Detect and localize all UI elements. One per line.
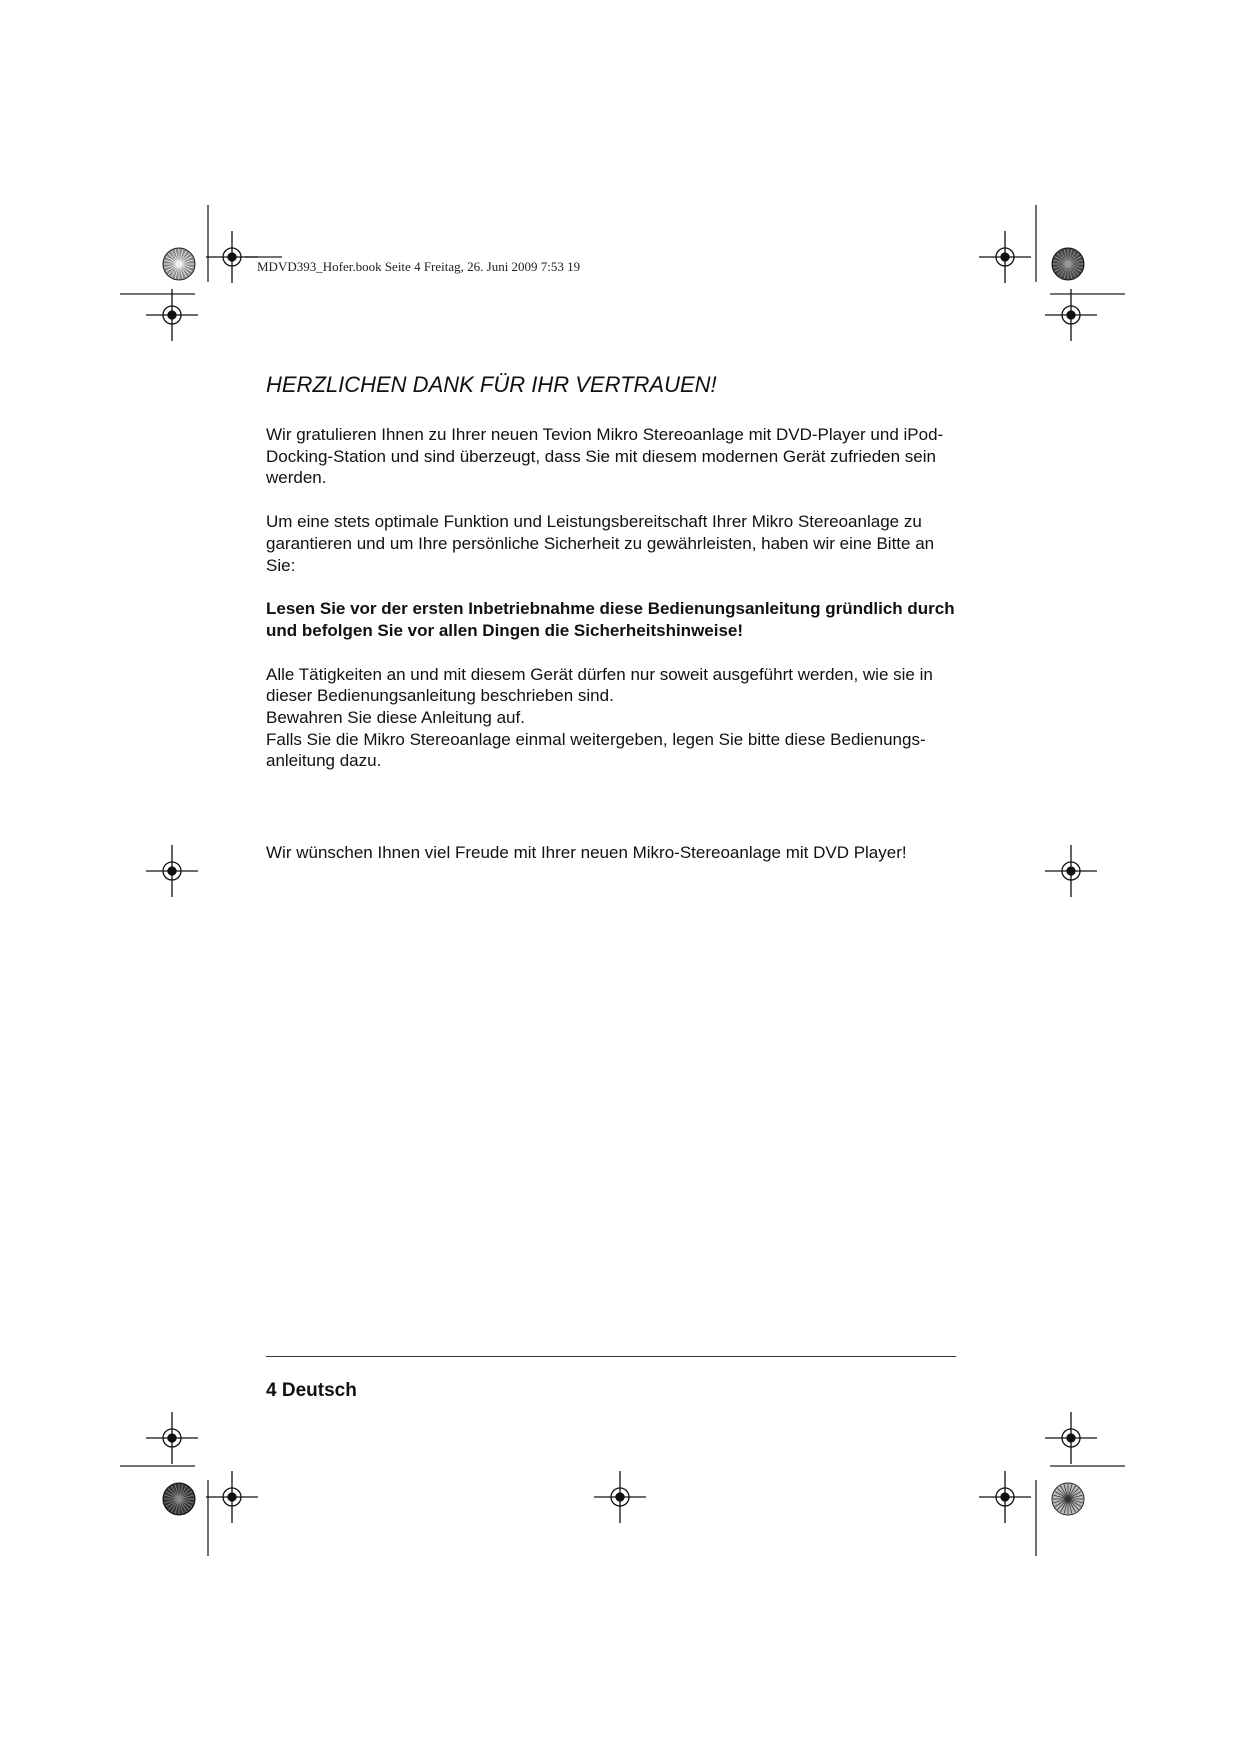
body-text xyxy=(266,424,956,886)
registration-crosshair-icon xyxy=(1045,289,1097,341)
page-title: HERZLICHEN DANK FÜR IHR VERTRAUEN! xyxy=(266,372,717,397)
registration-crosshair-icon xyxy=(206,1471,258,1523)
intro-paragraph: Wir gratulieren Ihnen zu Ihrer neuen Tevion Mikro Stereoanlage mit DVD-Player und iPod-Docking-Station und sind überzeugt, dass Sie mit diesem modernen Gerät zufrieden sein werden. xyxy=(266,425,944,488)
pass-on-line: Falls Sie die Mikro Stereoanlage einmal weitergeben, legen Sie bitte diese Bedienungs-anleitung dazu. xyxy=(266,729,926,771)
request-paragraph: Um eine stets optimale Funktion und Leistungsbereitschaft Ihrer Mikro Stereoanlage zu garantieren und um Ihre persönliche Sicherheit zu gewährleisten, haben wir eine Bitte an Sie: xyxy=(266,512,935,575)
star-target-top-right-icon xyxy=(1052,248,1084,280)
usage-notes xyxy=(266,664,956,773)
page-number-label: 4 Deutsch xyxy=(266,1380,357,1401)
registration-crosshair-icon xyxy=(206,231,258,283)
registration-crosshair-icon xyxy=(979,1471,1031,1523)
star-target-top-left-icon xyxy=(163,248,195,280)
registration-crosshair-icon xyxy=(146,845,198,897)
safety-notice-paragraph: Lesen Sie vor der ersten Inbetriebnahme diese Bedienungsanleitung gründlich durch und befolgen Sie vor allen Dingen die Sicherheitshinweise! xyxy=(266,599,955,640)
usage-note-line: Alle Tätigkeiten an und mit diesem Gerät dürfen nur soweit ausgeführt werden, wie sie in dieser Bedienungsanleitung beschrieben sind. xyxy=(266,664,933,706)
print-header-slug: MDVD393_Hofer.book Seite 4 Freitag, 26. Juni 2009 7:53 19 xyxy=(257,259,581,274)
keep-manual-line: Bewahren Sie diese Anleitung auf. xyxy=(266,708,525,728)
registration-crosshair-icon xyxy=(146,289,198,341)
closing-paragraph: Wir wünschen Ihnen viel Freude mit Ihrer neuen Mikro-Stereoanlage mit DVD Player! xyxy=(266,843,907,863)
registration-crosshair-icon xyxy=(979,231,1031,283)
registration-crosshair-icon xyxy=(146,1412,198,1464)
star-target-bottom-right-icon xyxy=(1052,1483,1084,1515)
registration-crosshair-icon xyxy=(1045,845,1097,897)
footer-divider xyxy=(266,1356,956,1357)
registration-crosshair-icon xyxy=(1045,1412,1097,1464)
registration-crosshair-icon xyxy=(594,1471,646,1523)
star-target-bottom-left-icon xyxy=(163,1483,195,1515)
